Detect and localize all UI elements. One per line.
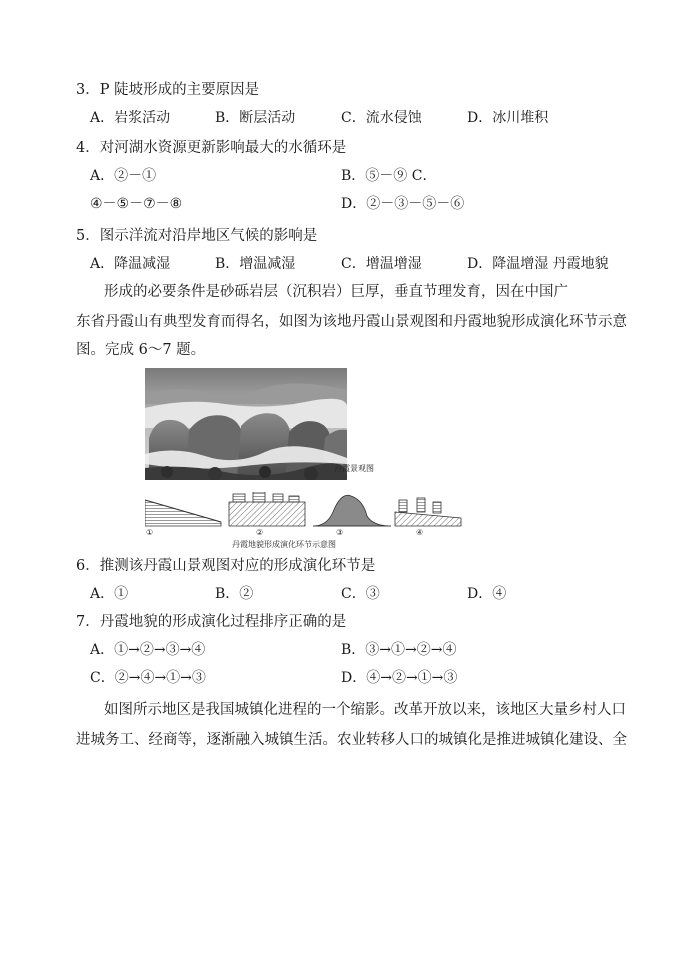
q5-option-c: C．增温增湿 [341, 256, 422, 272]
danxia-stage-diagrams [145, 492, 465, 528]
danxia-intro-line3: 图。完成 6～7 题。 [76, 342, 206, 358]
q7-option-c: C．②→④→①→③ [90, 670, 206, 686]
danxia-intro-line1: 形成的必要条件是砂砾岩层（沉积岩）巨厚，垂直节理发育，因在中国广 [104, 284, 568, 300]
q3-option-b: B．断层活动 [215, 110, 296, 126]
stage-1-diagram [145, 500, 221, 526]
q6-stem: 6．推测该丹霞山景观图对应的形成演化环节是 [76, 558, 376, 574]
stage-label-2: ② [256, 528, 264, 537]
stage-2-diagram [229, 492, 305, 526]
urban-intro-line1: 如图所示地区是我国城镇化进程的一个缩影。改革开放以来，该地区大量乡村人口 [104, 702, 626, 718]
q4-option-c: ④－⑤－⑦－⑧ [90, 196, 183, 212]
q6-option-c: C．③ [341, 586, 380, 602]
stage-3-diagram [313, 495, 391, 526]
photo-caption: 丹霞景观图 [334, 464, 374, 473]
danxia-intro-line2: 东省丹霞山有典型发育而得名，如图为该地丹霞山景观图和丹霞地貌形成演化环节示意 [76, 314, 627, 330]
q3-option-c: C．流水侵蚀 [341, 110, 422, 126]
q6-option-d: D．④ [467, 586, 507, 602]
q3-option-a: A．岩浆活动 [90, 110, 171, 126]
q6-option-a: A．① [90, 586, 129, 602]
q7-stem: 7．丹霞地貌的形成演化过程排序正确的是 [76, 614, 347, 630]
q5-option-b: B．增温减湿 [215, 256, 296, 272]
q4-option-b: B．⑤－⑨ C． [341, 168, 437, 184]
q4-option-a: A．②－① [90, 168, 157, 184]
q6-option-b: B．② [215, 586, 254, 602]
q7-option-a: A．①→②→③→④ [90, 642, 206, 658]
stage-4-diagram [395, 498, 461, 526]
q3-stem: 3．P 陡坡形成的主要原因是 [76, 82, 260, 98]
stage-label-4: ④ [416, 528, 424, 537]
q5-stem: 5．图示洋流对沿岸地区气候的影响是 [76, 228, 318, 244]
danxia-landscape-photo [145, 368, 347, 480]
q4-stem: 4．对河湖水资源更新影响最大的水循环是 [76, 140, 347, 156]
q5-option-d: D．降温增湿 丹霞地貌 [467, 256, 609, 272]
q4-option-d: D．②－③－⑤－⑥ [341, 196, 465, 212]
diagram-caption: 丹霞地貌形成演化环节示意图 [232, 540, 336, 549]
stage-label-3: ③ [336, 528, 344, 537]
q7-option-b: B．③→①→②→④ [341, 642, 457, 658]
urban-intro-line2: 进城务工、经商等，逐渐融入城镇生活。农业转移人口的城镇化是推进城镇化建设、全 [76, 732, 627, 748]
q5-option-a: A．降温减湿 [90, 256, 171, 272]
q7-option-d: D．④→②→①→③ [341, 670, 458, 686]
q3-option-d: D．冰川堆积 [467, 110, 549, 126]
stage-label-1: ① [146, 528, 154, 537]
